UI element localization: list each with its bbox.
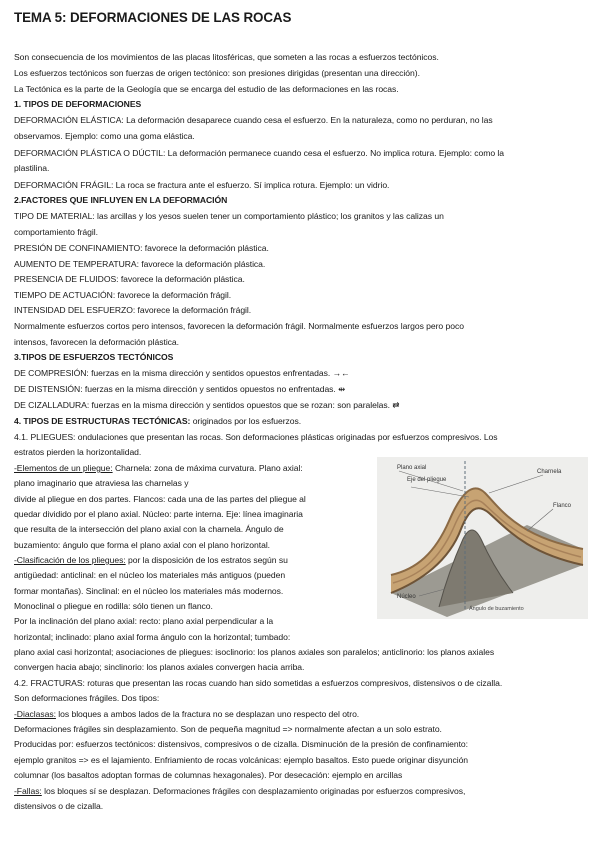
diaclasas-text: los bloques a ambos lados de la fractura no se desplazan uno respecto del otro. [55, 709, 360, 719]
label-nucleo: Núcleo [397, 594, 416, 600]
section-4-heading: 4. TIPOS DE ESTRUCTURAS TECTÓNICAS: [14, 416, 191, 426]
label-charnela: Charnela [537, 469, 562, 475]
elementos-line-5: que resulta de la intersección del plano axial con la charnela. Ángulo de [14, 524, 284, 534]
section-3-heading: 3.TIPOS DE ESFUERZOS TECTÓNICOS [14, 352, 174, 362]
fallas-line-2: distensivos o de cizalla. [14, 801, 104, 811]
diaclasas-label: -Diaclasas: [14, 709, 56, 719]
clasificacion-label: -Clasificación de los pliegues: [14, 555, 126, 565]
elastica-line-1 [14, 115, 493, 126]
inclinacion-line-3: plano axial casi horizontal; asociaciones de pliegues: isoclinorio: los planos axiales son paralelos; anticlinorio: los planos axiales [14, 647, 495, 657]
compresion-text: : fuerzas en la misma dirección y sentidos opuestos enfrentadas. →← [86, 368, 350, 378]
normal-line-2: intensos, favorecen la deformación plástica. [14, 337, 179, 347]
clasificacion-line-1 [14, 555, 288, 566]
elastica-label: DEFORMACIÓN ELÁSTICA: [14, 115, 124, 125]
clasificacion-line-4: Monoclinal o pliegue en rodilla: sólo tienen un flanco. [14, 601, 213, 611]
elementos-line-1 [14, 463, 303, 474]
elementos-line-4: quedar dividido por el plano axial. Núcleo: parte interna. Eje: línea imaginaria [14, 509, 303, 519]
elementos-line-3: divide al pliegue en dos partes. Flancos: cada una de las partes del pliegue al [14, 494, 306, 504]
section-4-heading-line [14, 416, 301, 427]
clasificacion-text: por la disposición de los estratos según su [125, 555, 288, 565]
diaclasas-line-4: ejemplo granitos => es el lajamiento. Enfriamiento de rocas volcánicas: ejemplo basaltos. Esto puede originar disyunción [14, 755, 469, 765]
diaclasas-line-3: Producidas por: esfuerzos tectónicos: distensivos, compresivos o de cizalla. Disminución de la presión de confinamiento: [14, 739, 468, 749]
presion-label: PRESIÓN DE CONFINAMIENTO: [14, 243, 143, 253]
intro-line-2: Los esfuerzos tectónicos son fuerzas de origen tectónico: son presiones dirigidas (presentan una dirección). [14, 68, 420, 78]
fragil-line [14, 180, 389, 191]
fold-illustration [377, 457, 588, 619]
plastica-line-2: plastilina. [14, 163, 50, 173]
cizalla-text: : fuerzas en la misma dirección y sentidos opuestos que se rozan: son paralelas. ⇄ [86, 400, 400, 410]
section-1-heading: 1. TIPOS DE DEFORMACIONES [14, 99, 142, 109]
compresion-line [14, 368, 350, 379]
fallas-label: -Fallas: [14, 786, 42, 796]
diaclasas-line-1 [14, 709, 359, 720]
distension-label: DE DISTENSIÓN [14, 384, 81, 394]
temperatura-text: favorece la deformación plástica. [138, 259, 266, 269]
pliegues-line-1: 4.1. PLIEGUES: ondulaciones que presentan las rocas. Son deformaciones plásticas originadas por esfuerzos compresivos. Los [14, 432, 498, 442]
fragil-label: DEFORMACIÓN FRÁGIL: [14, 180, 114, 190]
elastica-text: La deformación desaparece cuando cesa el esfuerzo. En la naturaleza, como no perduran, no las [123, 115, 493, 125]
intensidad-line [14, 305, 251, 316]
material-line-1 [14, 211, 444, 222]
page-title: TEMA 5: DEFORMACIONES DE LAS ROCAS [14, 10, 292, 25]
pliegues-line-2: estratos pierden la horizontalidad. [14, 447, 142, 457]
fluidos-label: PRESENCIA DE FLUIDOS: [14, 274, 119, 284]
presion-line [14, 243, 269, 254]
diaclasas-line-5: columnar (los basaltos adoptan formas de columnas hexagonales). Por desecación: ejemplo en arcillas [14, 770, 403, 780]
fluidos-text: favorece la deformación plástica. [118, 274, 245, 284]
section-2-heading: 2.FACTORES QUE INFLUYEN EN LA DEFORMACIÓN [14, 195, 228, 205]
temperatura-label: AUMENTO DE TEMPERATURA: [14, 259, 139, 269]
elementos-line-6: buzamiento: ángulo que forma el plano axial con el plano horizontal. [14, 540, 271, 550]
normal-line-1: Normalmente esfuerzos cortos pero intensos, favorecen la deformación frágil. Normalmente esfuerzos largos pero poco [14, 321, 464, 331]
fracturas-line-1: 4.2. FRACTURAS: roturas que presentan las rocas cuando han sido sometidas a esfuerzos compresivos, distensivos o de cizalla. [14, 678, 503, 688]
inclinacion-line-4: convergen hacia abajo; sinclinorio: los planos axiales convergen hacia arriba. [14, 662, 305, 672]
inclinacion-line-2: horizontal; inclinado: plano axial forma ángulo con la horizontal; tumbado: [14, 632, 291, 642]
label-flanco: Flanco [553, 503, 572, 509]
presion-text: favorece la deformación plástica. [142, 243, 269, 253]
clasificacion-line-2: antigüedad: anticlinal: en el núcleo los materiales más antiguos (pueden [14, 570, 286, 580]
cizalla-label: DE CIZALLADURA [14, 400, 87, 410]
temperatura-line [14, 259, 265, 270]
fracturas-line-2: Son deformaciones frágiles. Dos tipos: [14, 693, 160, 703]
fallas-text: los bloques sí se desplazan. Deformaciones frágiles con desplazamiento originadas por esfuerzos compresivos, [41, 786, 466, 796]
intensidad-text: : favorece la deformación frágil. [132, 305, 252, 315]
inclinacion-line-1: Por la inclinación del plano axial: recto: plano axial perpendicular a la [14, 616, 274, 626]
plastica-label: DEFORMACIÓN PLÁSTICA O DÚCTIL: [14, 148, 166, 158]
distension-line [14, 384, 345, 395]
section-4-heading-rest: originados por los esfuerzos. [190, 416, 302, 426]
fold-diagram [377, 457, 588, 619]
tiempo-text: favorece la deformación frágil. [115, 290, 232, 300]
elementos-text: Charnela: zona de máxima curvatura. Plano axial: [112, 463, 303, 473]
label-plano-axial: Plano axial [397, 465, 427, 471]
distension-text: : fuerzas en la misma dirección y sentidos opuestos no enfrentadas. ⇹ [80, 384, 346, 394]
label-buzamiento: Ángulo de buzamiento [469, 606, 524, 612]
material-text: las arcillas y los yesos suelen tener un comportamiento plástico; los granitos y las calizas un [94, 211, 444, 221]
intensidad-label: INTENSIDAD DEL ESFUERZO [14, 305, 133, 315]
intro-line-3: La Tectónica es la parte de la Geología que se encarga del estudio de las deformaciones en las rocas. [14, 84, 399, 94]
tiempo-line [14, 290, 231, 301]
tiempo-label: TIEMPO DE ACTUACIÓN: [14, 290, 116, 300]
plastica-line-1 [14, 148, 504, 159]
elementos-line-2: plano imaginario que atraviesa las charnelas y [14, 478, 189, 488]
material-label: TIPO DE MATERIAL: [14, 211, 95, 221]
fluidos-line [14, 274, 245, 285]
label-eje-pliegue: Eje del pliegue [407, 477, 447, 483]
plastica-text: La deformación permanece cuando cesa el esfuerzo. No implica rotura. Ejemplo: como la [165, 148, 504, 158]
fragil-text: La roca se fractura ante el esfuerzo. Sí implica rotura. Ejemplo: un vidrio. [113, 180, 390, 190]
diaclasas-line-2: Deformaciones frágiles sin desplazamiento. Son de pequeña magnitud => normalmente afectan a un solo estrato. [14, 724, 442, 734]
cizalla-line [14, 400, 399, 411]
intro-line-1: Son consecuencia de los movimientos de las placas litosféricas, que someten a las rocas a esfuerzos tectónicos. [14, 52, 439, 62]
elastica-line-2: observamos. Ejemplo: como una goma elástica. [14, 131, 195, 141]
compresion-label: DE COMPRESIÓN [14, 368, 87, 378]
clasificacion-line-3: formar montañas). Sinclinal: en el núcleo los materiales más modernos. [14, 586, 284, 596]
elementos-label: -Elementos de un pliegue: [14, 463, 113, 473]
fallas-line-1 [14, 786, 465, 797]
material-line-2: comportamiento frágil. [14, 227, 98, 237]
